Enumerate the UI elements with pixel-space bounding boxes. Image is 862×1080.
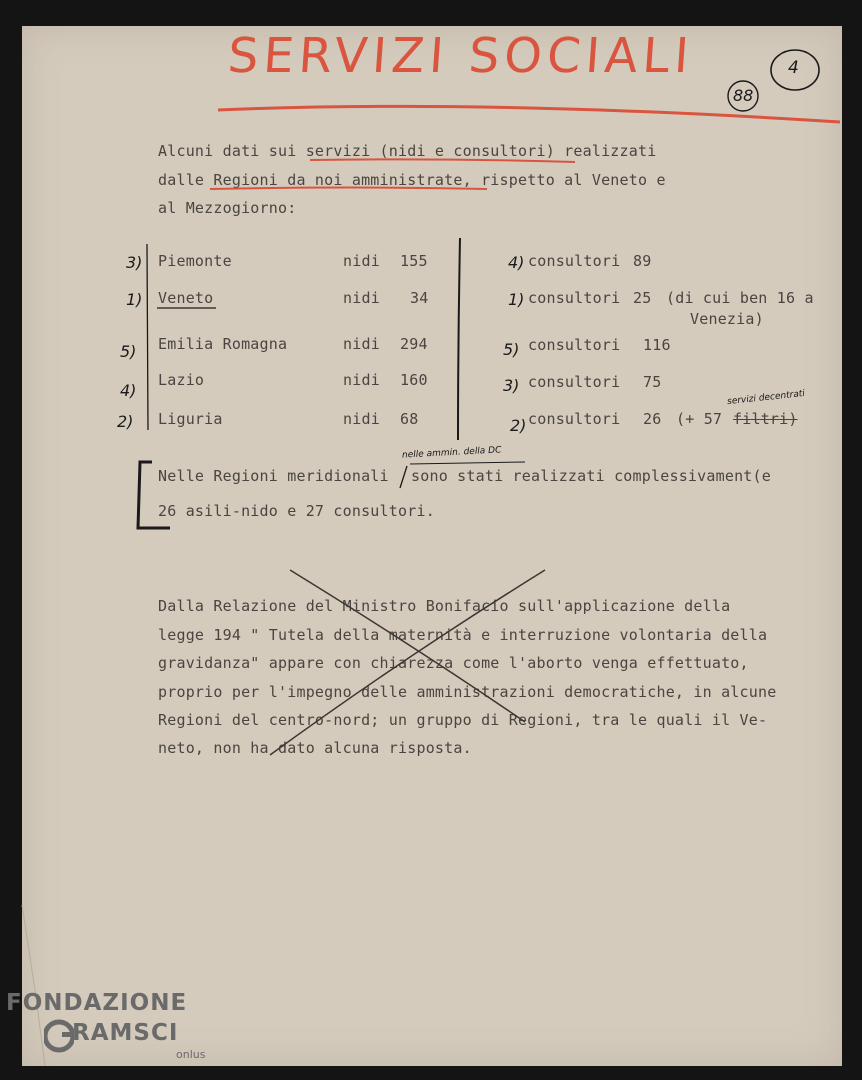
watermark-line-1: FONDAZIONE bbox=[6, 990, 188, 1016]
region-name: Lazio bbox=[158, 371, 205, 389]
insertion-mark bbox=[400, 466, 407, 488]
consultori-note: (di cui ben 16 a bbox=[666, 289, 814, 307]
archive-number: 88 bbox=[733, 86, 754, 105]
nidi-value: 294 bbox=[400, 335, 428, 353]
relazione-line: Regioni del centro-nord; un gruppo di Regioni, tra le quali il Ve- bbox=[158, 711, 768, 729]
intro-line-1: Alcuni dati sui servizi (nidi e consultori) realizzati bbox=[158, 142, 657, 160]
consultori-label: consultori bbox=[528, 289, 621, 307]
rank-consultori: 4) bbox=[508, 253, 525, 272]
consultori-value: 25 bbox=[633, 289, 652, 307]
consultori-label: consultori bbox=[528, 252, 621, 270]
consultori-label: consultori bbox=[528, 336, 621, 354]
insert-underline bbox=[410, 462, 525, 464]
table-left-line bbox=[147, 244, 148, 430]
rank-consultori: 5) bbox=[503, 340, 520, 359]
rank-nidi: 4) bbox=[120, 381, 137, 400]
nidi-value: 160 bbox=[400, 371, 428, 389]
cross-out-1 bbox=[290, 570, 525, 722]
nidi-label: nidi bbox=[343, 252, 380, 270]
consultori-note: (+ 57 bbox=[676, 410, 723, 428]
nidi-label: nidi bbox=[343, 371, 380, 389]
rank-nidi: 1) bbox=[126, 290, 143, 309]
nidi-value: 155 bbox=[400, 252, 428, 270]
struck-text: filtri) bbox=[733, 410, 798, 428]
relazione-line: Dalla Relazione del Ministro Bonifacio sull'applicazione della bbox=[158, 597, 731, 615]
region-name: Veneto bbox=[158, 289, 214, 307]
consultori-value: 89 bbox=[633, 252, 652, 270]
nidi-label: nidi bbox=[343, 410, 380, 428]
relazione-line: proprio per l'impegno delle amministrazioni democratiche, in alcune bbox=[158, 683, 777, 701]
rank-nidi: 2) bbox=[117, 412, 134, 431]
south-line-2: 26 asili-nido e 27 consultori. bbox=[158, 502, 435, 520]
relazione-line: neto, non ha dato alcuna risposta. bbox=[158, 739, 472, 757]
cross-out-2 bbox=[270, 570, 545, 755]
page-number: 4 bbox=[788, 58, 799, 78]
nidi-label: nidi bbox=[343, 335, 380, 353]
rank-nidi: 3) bbox=[126, 253, 143, 272]
consultori-value: 75 bbox=[643, 373, 662, 391]
consultori-note-2: Venezia) bbox=[690, 310, 764, 328]
bracket bbox=[138, 462, 170, 528]
watermark-line-3: onlus bbox=[176, 1048, 206, 1061]
consultori-label: consultori bbox=[528, 373, 621, 391]
consultori-value: 116 bbox=[643, 336, 671, 354]
title-underline bbox=[218, 106, 840, 122]
page-number-circle bbox=[771, 50, 819, 90]
consultori-label: consultori bbox=[528, 410, 621, 428]
archive-number-circle bbox=[728, 81, 758, 111]
handwritten-insert: nelle ammin. della DC bbox=[401, 445, 502, 461]
g-logo-icon bbox=[44, 1016, 74, 1056]
handwritten-note: servizi decentrati bbox=[726, 388, 806, 408]
region-name: Liguria bbox=[158, 410, 223, 428]
south-line-1a: Nelle Regioni meridionali bbox=[158, 467, 389, 485]
watermark-line-2: RAMSCI bbox=[72, 1020, 179, 1046]
south-line-1b: sono stati realizzati complessivament(e bbox=[411, 467, 771, 485]
table-divider-line bbox=[458, 238, 460, 440]
watermark-logo bbox=[6, 990, 226, 1070]
nidi-value: 68 bbox=[400, 410, 419, 428]
consultori-value: 26 bbox=[643, 410, 662, 428]
relazione-line: gravidanza" appare con chiarezza come l'aborto venga effettuato, bbox=[158, 654, 749, 672]
rank-consultori: 3) bbox=[503, 376, 520, 395]
rank-consultori: 2) bbox=[510, 416, 527, 435]
nidi-value: 34 bbox=[410, 289, 429, 307]
rank-nidi: 5) bbox=[120, 342, 137, 361]
underline-regioni bbox=[210, 188, 487, 190]
nidi-label: nidi bbox=[343, 289, 380, 307]
region-name: Emilia Romagna bbox=[158, 335, 288, 353]
intro-line-3: al Mezzogiorno: bbox=[158, 199, 297, 217]
page-title: SERVIZI SOCIALI bbox=[226, 28, 696, 84]
intro-line-2: dalle Regioni da noi amministrate, rispetto al Veneto e bbox=[158, 171, 666, 189]
underline-servizi bbox=[310, 159, 575, 162]
region-name: Piemonte bbox=[158, 252, 232, 270]
rank-consultori: 1) bbox=[508, 290, 525, 309]
relazione-line: legge 194 " Tutela della maternità e interruzione volontaria della bbox=[158, 626, 768, 644]
